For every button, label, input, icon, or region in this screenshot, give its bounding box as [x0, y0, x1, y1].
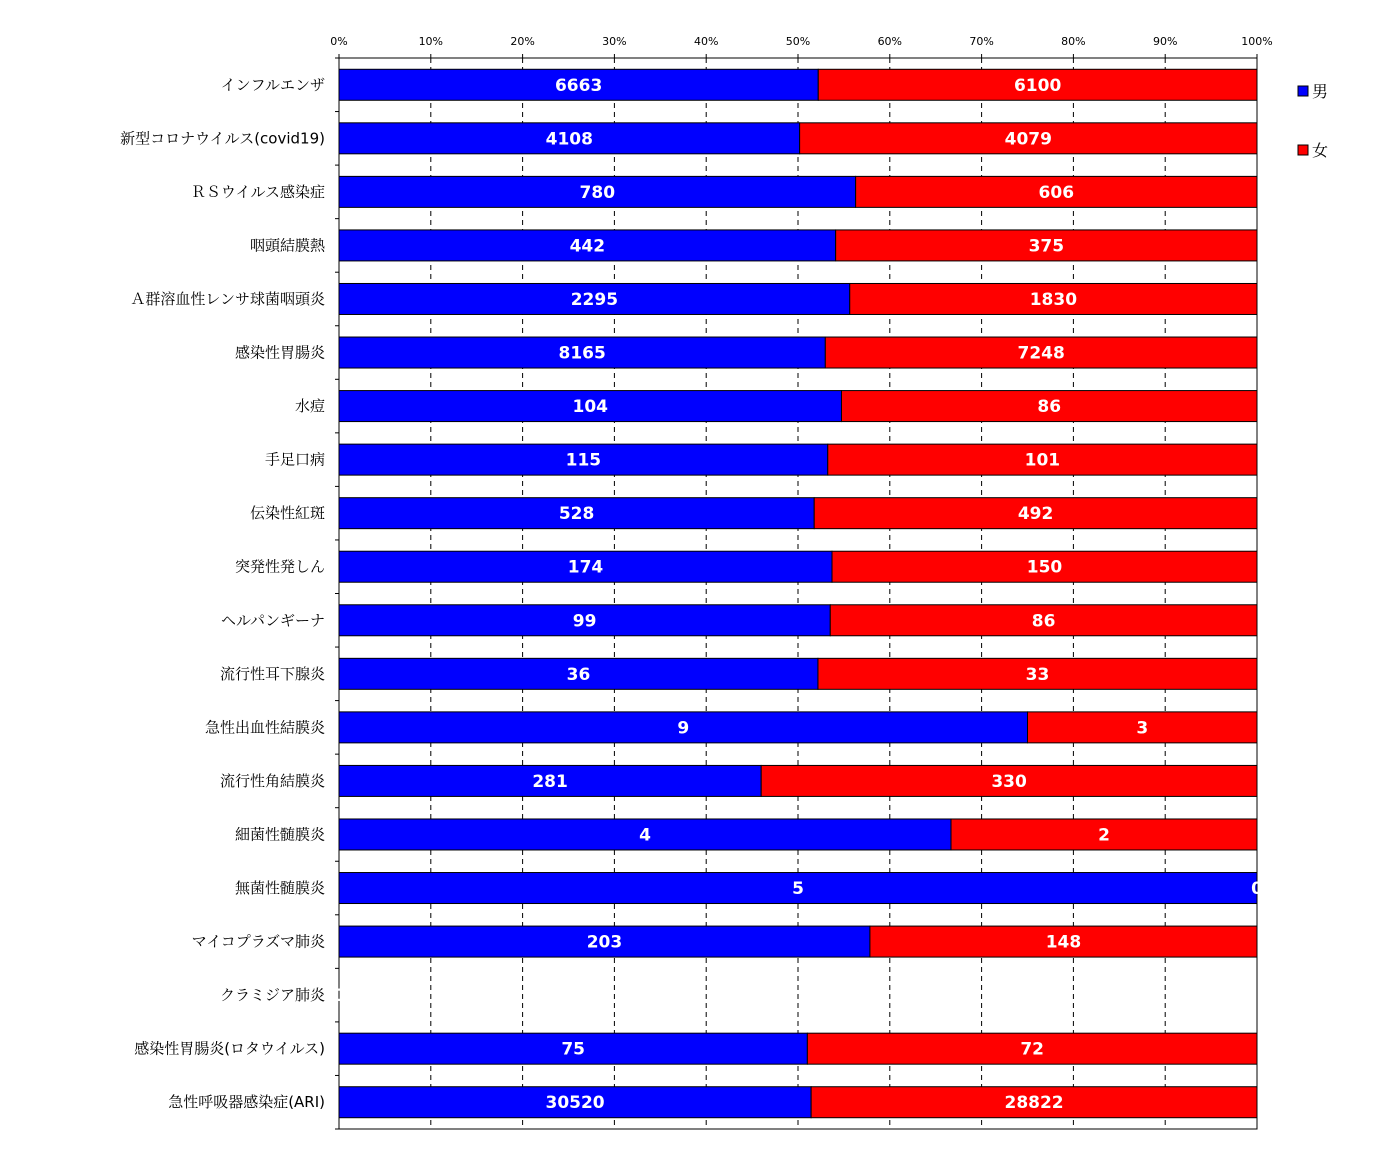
bar-value-label: 115	[565, 450, 602, 471]
category-label: 急性出血性結膜炎	[204, 718, 325, 737]
category-labels	[120, 76, 326, 1111]
grid-layer	[335, 58, 1257, 1129]
x-tick-label: 80%	[1061, 35, 1086, 48]
bar-value-label: 72	[1020, 1039, 1045, 1060]
legend-label: 男	[1312, 82, 1329, 101]
bar-value-label: 6100	[1013, 75, 1062, 96]
bar-value-label: 281	[532, 771, 568, 792]
x-tick-label: 20%	[510, 35, 535, 48]
bar-value-label: 30520	[545, 1093, 605, 1114]
bar-value-label: 86	[1031, 611, 1056, 632]
x-tick-label: 10%	[418, 35, 444, 48]
x-tick-label: 50%	[785, 35, 811, 48]
bar-value-label: 375	[1028, 236, 1065, 257]
bar-value-label: 36	[566, 664, 591, 685]
bar-value-label: 104	[572, 397, 608, 418]
bar-value-label: 330	[991, 771, 1027, 792]
bar-value-label: 2	[1098, 825, 1110, 846]
bar-value-label: 86	[1037, 397, 1062, 418]
category-label: 感染性胃腸炎(ロタウイルス)	[134, 1039, 325, 1058]
bar-value-label: 2295	[570, 289, 619, 310]
legend-swatch	[1298, 145, 1308, 155]
bar-value-label: 4079	[1004, 129, 1052, 150]
category-label: 流行性角結膜炎	[219, 771, 325, 790]
category-label: 急性呼吸器感染症(ARI)	[168, 1093, 325, 1112]
x-tick-label: 100%	[1241, 35, 1273, 48]
category-label: 細菌性髄膜炎	[234, 825, 325, 844]
category-label: 伝染性紅斑	[249, 504, 325, 523]
bar-value-label: 780	[579, 182, 616, 203]
bar-value-label: 492	[1017, 504, 1054, 525]
bar-value-label: 101	[1024, 450, 1061, 471]
x-tick-label: 60%	[877, 35, 903, 48]
category-label: クラミジア肺炎	[219, 986, 325, 1005]
category-label: インフルエンザ	[220, 75, 325, 94]
x-tick-label: 40%	[693, 35, 719, 48]
bar-value-label: 528	[558, 504, 595, 525]
bar-value-label: 5	[792, 879, 804, 900]
bar-value-label: 0	[333, 986, 345, 1007]
bar-value-label: 99	[572, 611, 597, 632]
category-label: 手足口病	[264, 450, 325, 469]
bar-value-label: 0	[1251, 879, 1263, 900]
bar-value-label: 3	[1136, 718, 1149, 739]
bar-value-label: 606	[1038, 182, 1075, 203]
bar-value-label: 33	[1025, 664, 1050, 685]
bar-value-label: 75	[561, 1039, 586, 1060]
bar-value-label: 174	[567, 557, 604, 578]
category-label: 無菌性髄膜炎	[234, 879, 325, 898]
bar-value-label: 150	[1026, 557, 1063, 578]
x-axis-ticks	[330, 35, 1272, 58]
x-tick-label: 90%	[1152, 35, 1178, 48]
x-tick-label: 70%	[969, 35, 994, 48]
category-label: 流行性耳下腺炎	[219, 664, 325, 683]
category-label: 突発性発しん	[234, 557, 325, 576]
bar-value-label: 203	[586, 932, 623, 953]
category-label: Ａ群溶血性レンサ球菌咽頭炎	[130, 289, 325, 308]
category-label: ＲＳウイルス感染症	[190, 182, 325, 201]
bar-value-label: 442	[569, 236, 606, 257]
bar-value-label: 4108	[545, 129, 593, 150]
legend	[1298, 82, 1328, 160]
bar-value-label: 7248	[1017, 343, 1065, 364]
category-label: ヘルパンギーナ	[221, 611, 325, 630]
category-label: 咽頭結膜熱	[249, 236, 325, 255]
category-label: 感染性胃腸炎	[234, 343, 325, 362]
bar-value-label: 6663	[554, 75, 603, 96]
legend-label: 女	[1312, 141, 1329, 160]
legend-swatch	[1298, 86, 1308, 96]
category-label: マイコプラズマ肺炎	[191, 932, 325, 951]
bar-value-label: 1830	[1029, 289, 1078, 310]
x-tick-label: 0%	[330, 35, 348, 48]
bar-value-label: 28822	[1004, 1093, 1064, 1114]
category-label: 水痘	[294, 397, 325, 416]
category-label: 新型コロナウイルス(covid19)	[120, 129, 325, 148]
x-tick-label: 30%	[602, 35, 627, 48]
bar-value-label: 9	[677, 718, 690, 739]
bar-value-label: 8165	[558, 343, 606, 364]
bar-value-label: 4	[639, 825, 651, 846]
bar-value-label: 148	[1045, 932, 1082, 953]
